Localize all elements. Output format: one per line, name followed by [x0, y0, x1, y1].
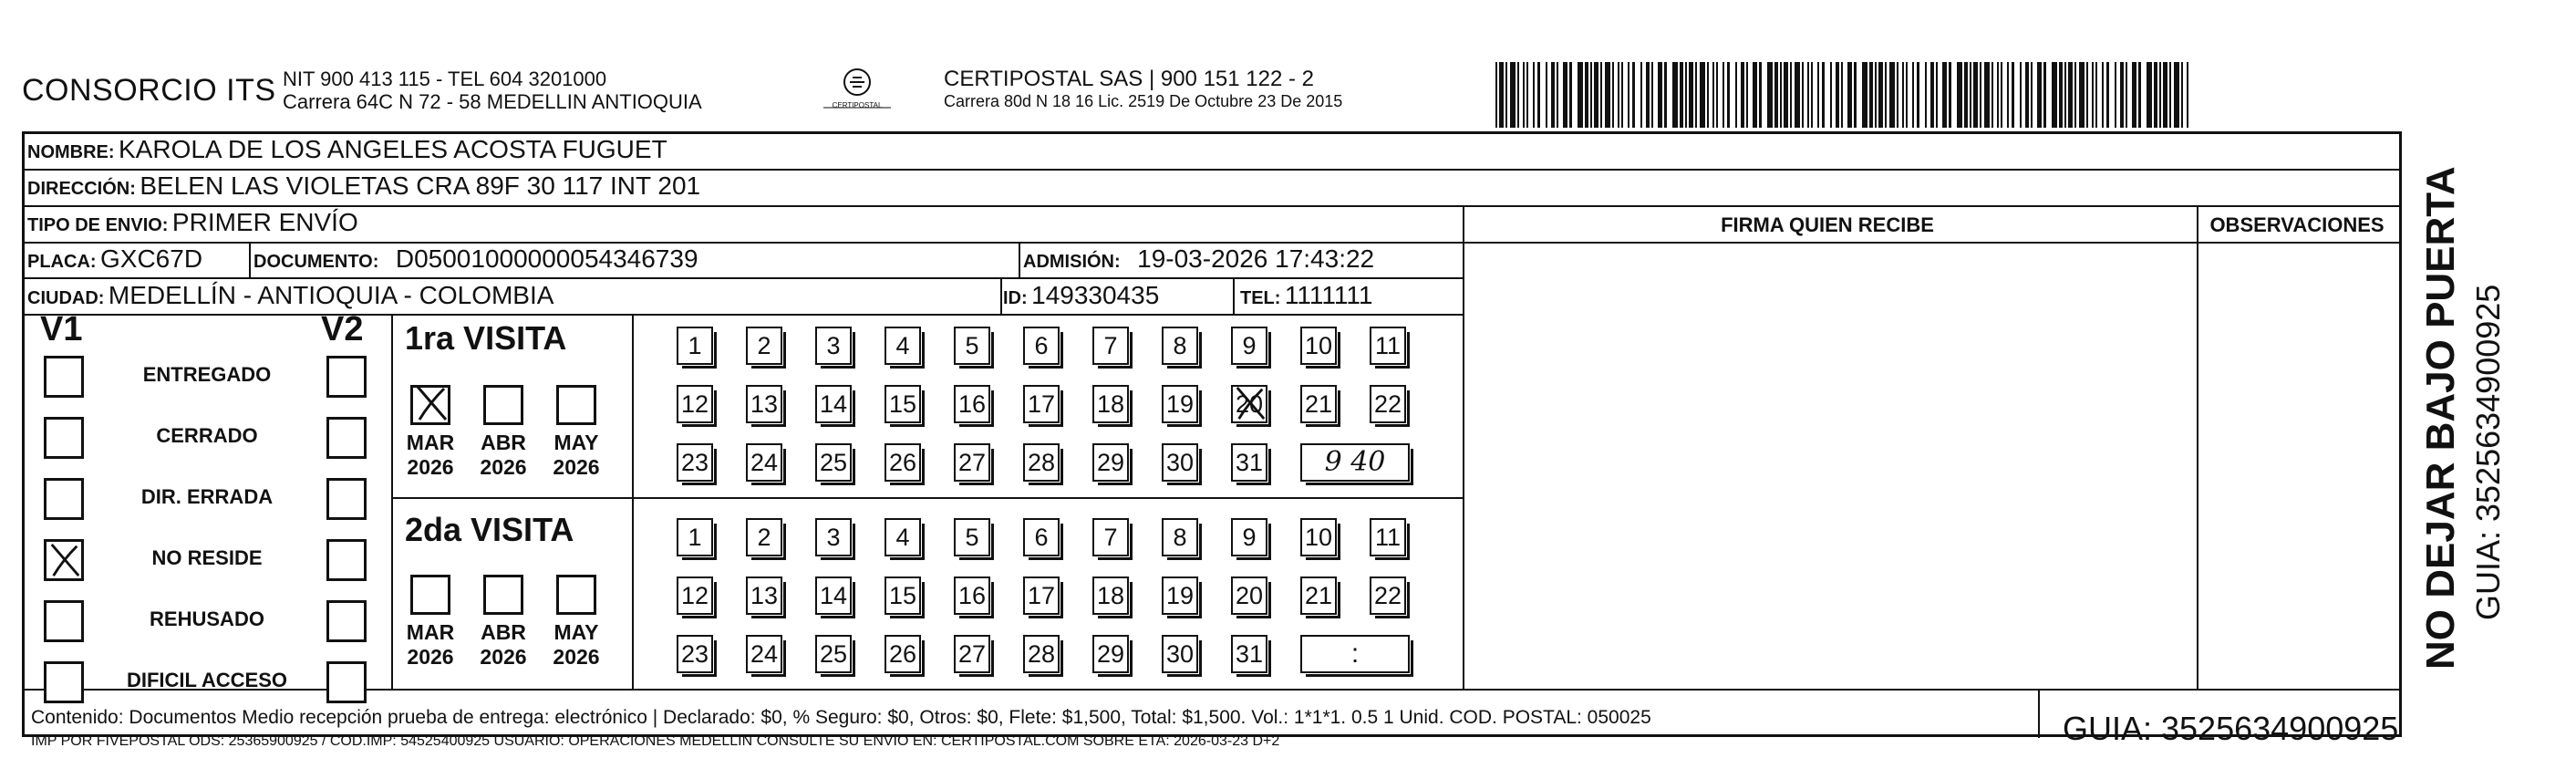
id-label: ID: — [1003, 288, 1028, 308]
month-label: ABR 2026 — [480, 620, 527, 669]
day-box[interactable]: 30 — [1162, 635, 1198, 673]
barcode-bar — [2159, 62, 2161, 128]
barcode-bar — [2079, 62, 2085, 128]
day-box[interactable]: 17 — [1023, 385, 1060, 423]
barcode-bar — [2154, 62, 2157, 128]
day-box[interactable]: 7 — [1092, 327, 1129, 365]
barcode-bar — [2187, 62, 2188, 128]
barcode-bar — [1906, 62, 1908, 128]
barcode-bar — [1590, 62, 1592, 128]
v1-checkbox[interactable] — [44, 661, 84, 703]
company-info — [283, 68, 702, 113]
barcode-bar — [1980, 62, 1981, 128]
barcode-bar — [2059, 62, 2063, 128]
barcode-bar — [1925, 62, 1927, 128]
status-label: DIFICIL ACCESO — [126, 669, 287, 691]
v2-checkbox[interactable] — [326, 478, 367, 520]
admision-value: 19-03-2026 17:43:22 — [1137, 244, 1375, 273]
barcode-bar — [1612, 62, 1614, 128]
barcode-bar — [1997, 62, 1999, 128]
barcode-bar — [1970, 62, 1971, 128]
barcode-bar — [1523, 62, 1525, 128]
nombre-field — [27, 135, 667, 164]
tipo-envio-field — [27, 208, 358, 237]
company-nit: NIT 900 413 115 - TEL 604 3201000 — [283, 68, 607, 90]
carrier-name: CERTIPOSTAL SAS | 900 151 122 - 2 — [944, 67, 1314, 91]
barcode-bar — [1526, 62, 1528, 128]
day-box[interactable]: 4 — [885, 518, 921, 556]
barcode-bar — [1546, 62, 1547, 128]
day-box[interactable]: 3 — [815, 327, 852, 365]
barcode-bar — [1533, 62, 1535, 128]
barcode-bar — [1680, 62, 1683, 128]
day-box[interactable]: 6 — [1023, 518, 1060, 556]
v2-checkbox[interactable] — [326, 417, 367, 459]
barcode-bar — [1741, 62, 1744, 128]
carrier-info — [944, 68, 1342, 113]
barcode-bar — [1621, 62, 1623, 128]
v2-checkbox[interactable] — [326, 600, 367, 642]
v2-checkbox[interactable] — [326, 661, 367, 703]
barcode-bar — [1712, 62, 1714, 128]
barcode-bar — [1618, 62, 1619, 128]
day-box[interactable]: 23 — [677, 635, 713, 673]
status-label: CERRADO — [156, 424, 258, 447]
day-box[interactable]: 23 — [677, 443, 713, 482]
barcode-bar — [1949, 62, 1951, 128]
barcode-bar — [1672, 62, 1678, 128]
second-visit-title: 2da VISITA — [405, 511, 574, 548]
v2-checkbox[interactable] — [326, 539, 367, 581]
month-label: MAR 2026 — [406, 620, 455, 669]
company-name: CONSORCIO ITS — [22, 73, 276, 108]
day-box[interactable]: 13 — [746, 576, 782, 615]
visit-time-handwritten[interactable]: 9 40 — [1300, 443, 1410, 482]
barcode-bar — [1716, 62, 1718, 128]
day-box[interactable]: 29 — [1092, 443, 1129, 482]
month-checkbox[interactable] — [483, 575, 523, 615]
barcode-bar — [1505, 62, 1507, 128]
day-box[interactable]: 31 — [1231, 635, 1267, 673]
month-label: MAY 2026 — [553, 620, 600, 669]
barcode-bar — [2181, 62, 2183, 128]
barcode-bar — [1807, 62, 1809, 128]
barcode-bar — [2132, 62, 2136, 128]
tel-field — [1240, 281, 1372, 310]
barcode-bar — [1795, 62, 1800, 128]
barcode-bar — [1847, 62, 1852, 128]
barcode-bar — [1664, 62, 1667, 128]
day-box[interactable]: 26 — [885, 443, 921, 482]
month-checkbox[interactable] — [556, 575, 596, 615]
day-box[interactable]: 22 — [1370, 576, 1406, 615]
barcode-bar — [1930, 62, 1934, 128]
barcode-bar — [1723, 62, 1724, 128]
barcode-bar — [2037, 62, 2042, 128]
day-box[interactable]: 16 — [954, 385, 990, 423]
carrier-logo-text: CERTIPOSTAL — [832, 101, 883, 109]
nombre-value: KAROLA DE LOS ANGELES ACOSTA FUGUET — [119, 135, 667, 163]
day-box[interactable]: 5 — [954, 327, 990, 365]
barcode-bar — [2120, 62, 2124, 128]
day-box[interactable]: 19 — [1162, 576, 1198, 615]
day-box[interactable]: 5 — [954, 518, 990, 556]
barcode-bar — [2147, 62, 2152, 128]
v1-checkbox[interactable] — [44, 478, 84, 520]
barcode-bar — [1836, 62, 1839, 128]
barcode-bar — [1689, 62, 1693, 128]
day-box[interactable]: 8 — [1162, 327, 1198, 365]
day-box[interactable]: 15 — [885, 576, 921, 615]
day-box[interactable]: 11 — [1370, 518, 1406, 556]
barcode-bar — [1600, 62, 1602, 128]
barcode-bar — [1605, 62, 1610, 128]
barcode-bar — [1551, 62, 1555, 128]
barcode-bar — [1585, 62, 1588, 128]
barcode-bar — [1594, 62, 1598, 128]
day-box[interactable]: 6 — [1023, 327, 1060, 365]
month-check-mark — [412, 383, 450, 423]
barcode-bar — [1563, 62, 1567, 128]
day-box[interactable]: 9 — [1231, 327, 1267, 365]
barcode-bar — [1802, 62, 1804, 128]
barcode-bar — [1510, 62, 1516, 128]
barcode-bar — [2138, 62, 2141, 128]
barcode — [1495, 62, 2190, 128]
day-box[interactable]: 3 — [815, 518, 852, 556]
barcode-bar — [2007, 62, 2009, 128]
v2-header: V2 — [321, 310, 364, 348]
day-box[interactable]: 15 — [885, 385, 921, 423]
v1-checkbox[interactable] — [44, 417, 84, 459]
barcode-bar — [1685, 62, 1687, 128]
first-visit-title: 1ra VISITA — [405, 319, 567, 357]
barcode-bar — [1889, 62, 1895, 128]
admision-field — [1023, 244, 1374, 274]
firma-header: FIRMA QUIEN RECIBE — [1721, 213, 1934, 236]
barcode-bar — [1817, 62, 1819, 128]
barcode-bar — [1875, 62, 1877, 128]
carrier-address: Carrera 80d N 18 16 Lic. 2519 De Octubre 23 De 2015 — [944, 92, 1343, 110]
ciudad-field — [27, 281, 553, 310]
tel-label: TEL: — [1240, 288, 1281, 308]
ciudad-label: CIUDAD: — [27, 288, 105, 308]
barcode-bar — [1700, 62, 1705, 128]
barcode-bar — [2174, 62, 2179, 128]
day-box[interactable]: 14 — [815, 576, 852, 615]
day-box[interactable]: 20 — [1231, 385, 1267, 423]
barcode-bar — [1784, 62, 1788, 128]
barcode-bar — [2012, 62, 2014, 128]
barcode-bar — [2068, 62, 2073, 128]
side-guia: GUIA: 3525634900925 — [2469, 284, 2507, 620]
day-box[interactable]: 19 — [1162, 385, 1198, 423]
barcode-bar — [1735, 62, 1737, 128]
barcode-bar — [1942, 62, 1947, 128]
v1-header: V1 — [40, 310, 83, 348]
day-box[interactable]: 10 — [1300, 327, 1337, 365]
id-field — [1003, 281, 1159, 310]
day-box[interactable]: 27 — [954, 635, 990, 673]
barcode-bar — [2086, 62, 2088, 128]
barcode-bar — [2102, 62, 2104, 128]
carrier-logo — [816, 66, 898, 117]
day-box[interactable]: 9 — [1231, 518, 1267, 556]
v2-checkbox[interactable] — [326, 356, 367, 398]
day-box[interactable]: 20 — [1231, 576, 1267, 615]
tipo-envio-label: TIPO DE ENVIO: — [27, 215, 169, 235]
barcode-bar — [1517, 62, 1519, 128]
documento-value: D05001000000054346739 — [395, 244, 698, 273]
day-box[interactable]: 13 — [746, 385, 782, 423]
placa-label: PLACA: — [27, 252, 97, 272]
barcode-bar — [1830, 62, 1832, 128]
day-box[interactable]: 12 — [677, 576, 713, 615]
barcode-bar — [1917, 62, 1919, 128]
barcode-bar — [1862, 62, 1867, 128]
day-box[interactable]: 21 — [1300, 385, 1337, 423]
barcode-bar — [2025, 62, 2029, 128]
nombre-label: NOMBRE: — [27, 142, 115, 162]
direccion-value: BELEN LAS VIOLETAS CRA 89F 30 117 INT 201 — [140, 171, 701, 200]
barcode-bar — [1811, 62, 1813, 128]
barcode-bar — [1991, 62, 1993, 128]
barcode-bar — [2064, 62, 2066, 128]
barcode-bar — [1780, 62, 1782, 128]
direccion-field — [27, 171, 700, 201]
id-value: 149330435 — [1031, 281, 1160, 309]
day-box[interactable]: 7 — [1092, 518, 1129, 556]
day-box[interactable]: 27 — [954, 443, 990, 482]
visit-time-field[interactable]: : — [1300, 635, 1410, 673]
documento-field — [253, 244, 698, 274]
barcode-bar — [1759, 62, 1762, 128]
day-box[interactable]: 11 — [1370, 327, 1406, 365]
day-box[interactable]: 21 — [1300, 576, 1337, 615]
month-checkbox[interactable] — [410, 575, 450, 615]
day-box[interactable]: 4 — [885, 327, 921, 365]
barcode-bar — [2115, 62, 2116, 128]
day-box[interactable]: 17 — [1023, 576, 1060, 615]
day-box[interactable]: 2 — [746, 327, 782, 365]
barcode-bar — [1557, 62, 1558, 128]
barcode-bar — [2052, 62, 2057, 128]
ciudad-value: MEDELLÍN - ANTIOQUIA - COLOMBIA — [108, 281, 554, 309]
footer-imp: IMP POR FIVEPOSTAL ODS: 25365900925 / COD.IMP: 54525400925 USUARIO: OPERACIONES MEDELLIN CONSULTE SU ENVIO EN: CERTIPOSTAL.COM SOBRE ETA: 2026-03-23 D+2 — [31, 733, 1280, 749]
barcode-bar — [1790, 62, 1792, 128]
barcode-bar — [1902, 62, 1904, 128]
barcode-bar — [1973, 62, 1978, 128]
barcode-bar — [2092, 62, 2094, 128]
barcode-bar — [1707, 62, 1709, 128]
month-checkbox[interactable] — [556, 385, 596, 425]
v1-checkbox[interactable] — [44, 600, 84, 642]
barcode-bar — [1854, 62, 1857, 128]
barcode-bar — [1569, 62, 1572, 128]
barcode-bar — [1628, 62, 1629, 128]
admision-label: ADMISIÓN: — [1023, 252, 1121, 272]
barcode-bar — [1841, 62, 1843, 128]
barcode-bar — [1695, 62, 1697, 128]
tipo-envio-value: PRIMER ENVÍO — [171, 208, 358, 236]
v1-check-mark — [47, 541, 82, 579]
barcode-bar — [2020, 62, 2022, 128]
month-checkbox[interactable] — [483, 385, 523, 425]
barcode-bar — [2163, 62, 2167, 128]
barcode-bar — [1632, 62, 1635, 128]
day-box[interactable]: 29 — [1092, 635, 1129, 673]
day-box[interactable]: 2 — [746, 518, 782, 556]
v1-checkbox[interactable] — [44, 356, 84, 398]
barcode-bar — [2126, 62, 2127, 128]
day-box[interactable]: 24 — [746, 635, 782, 673]
barcode-bar — [1646, 62, 1650, 128]
day-check-mark — [1233, 383, 1267, 423]
no-dejar-bajo-puerta: NO DEJAR BAJO PUERTA — [2418, 166, 2463, 670]
month-label: MAR 2026 — [406, 431, 455, 479]
day-box[interactable]: 1 — [677, 518, 713, 556]
day-box[interactable]: 1 — [677, 327, 713, 365]
day-box[interactable]: 28 — [1023, 443, 1060, 482]
day-box[interactable]: 8 — [1162, 518, 1198, 556]
barcode-bar — [2095, 62, 2097, 128]
barcode-bar — [1878, 62, 1883, 128]
placa-field — [27, 244, 202, 274]
barcode-bar — [2043, 62, 2046, 128]
barcode-bar — [1767, 62, 1773, 128]
barcode-bar — [1897, 62, 1898, 128]
barcode-bar — [2001, 62, 2002, 128]
barcode-bar — [1495, 62, 1497, 128]
barcode-bar — [1746, 62, 1748, 128]
tel-value: 1111111 — [1284, 281, 1373, 309]
observaciones-header: OBSERVACIONES — [2209, 213, 2385, 236]
placa-value: GXC67D — [100, 244, 203, 273]
day-box[interactable]: 14 — [815, 385, 852, 423]
barcode-bar — [1537, 62, 1540, 128]
barcode-bar — [1640, 62, 1642, 128]
company-address: Carrera 64C N 72 - 58 MEDELLIN ANTIOQUIA — [283, 90, 702, 113]
barcode-bar — [2169, 62, 2171, 128]
status-label: REHUSADO — [150, 608, 264, 630]
barcode-bar — [1869, 62, 1873, 128]
day-box[interactable]: 16 — [954, 576, 990, 615]
day-box[interactable]: 12 — [677, 385, 713, 423]
day-box[interactable]: 25 — [815, 635, 852, 673]
month-label: MAY 2026 — [553, 431, 600, 479]
barcode-bar — [1984, 62, 1990, 128]
barcode-bar — [2031, 62, 2033, 128]
day-box[interactable]: 30 — [1162, 443, 1198, 482]
day-box[interactable]: 24 — [746, 443, 782, 482]
day-box[interactable]: 25 — [815, 443, 852, 482]
documento-label: DOCUMENTO: — [253, 252, 379, 272]
barcode-bar — [1885, 62, 1887, 128]
barcode-bar — [1727, 62, 1730, 128]
barcode-bar — [1753, 62, 1757, 128]
barcode-bar — [1774, 62, 1778, 128]
barcode-bar — [1822, 62, 1825, 128]
day-box[interactable]: 22 — [1370, 385, 1406, 423]
barcode-bar — [1499, 62, 1504, 128]
barcode-bar — [1957, 62, 1962, 128]
status-label: DIR. ERRADA — [140, 485, 274, 508]
barcode-bar — [1658, 62, 1662, 128]
barcode-bar — [1936, 62, 1938, 128]
day-box[interactable]: 10 — [1300, 518, 1337, 556]
day-box[interactable]: 28 — [1023, 635, 1060, 673]
day-box[interactable]: 26 — [885, 635, 921, 673]
footer-contenido: Contenido: Documentos Medio recepción prueba de entrega: electrónico | Declarado: $0, % Seguro: $0, Otros: $0, Flete: $1,500, Total: $1,500. Vol.: 1*1*1. 0.5 1 Unid. COD. POSTAL: 050025 — [31, 707, 1651, 728]
barcode-bar — [1578, 62, 1583, 128]
barcode-bar — [1912, 62, 1914, 128]
day-box[interactable]: 18 — [1092, 576, 1129, 615]
footer-guia: GUIA: 3525634900925 — [2063, 710, 2399, 747]
month-label: ABR 2026 — [480, 431, 527, 479]
status-label: NO RESIDE — [151, 546, 263, 569]
status-label: ENTREGADO — [142, 363, 272, 386]
barcode-bar — [2074, 62, 2076, 128]
barcode-bar — [1651, 62, 1653, 128]
barcode-bar — [1964, 62, 1968, 128]
direccion-label: DIRECCIÓN: — [27, 179, 136, 199]
day-box[interactable]: 31 — [1231, 443, 1267, 482]
barcode-bar — [2106, 62, 2109, 128]
day-box[interactable]: 18 — [1092, 385, 1129, 423]
